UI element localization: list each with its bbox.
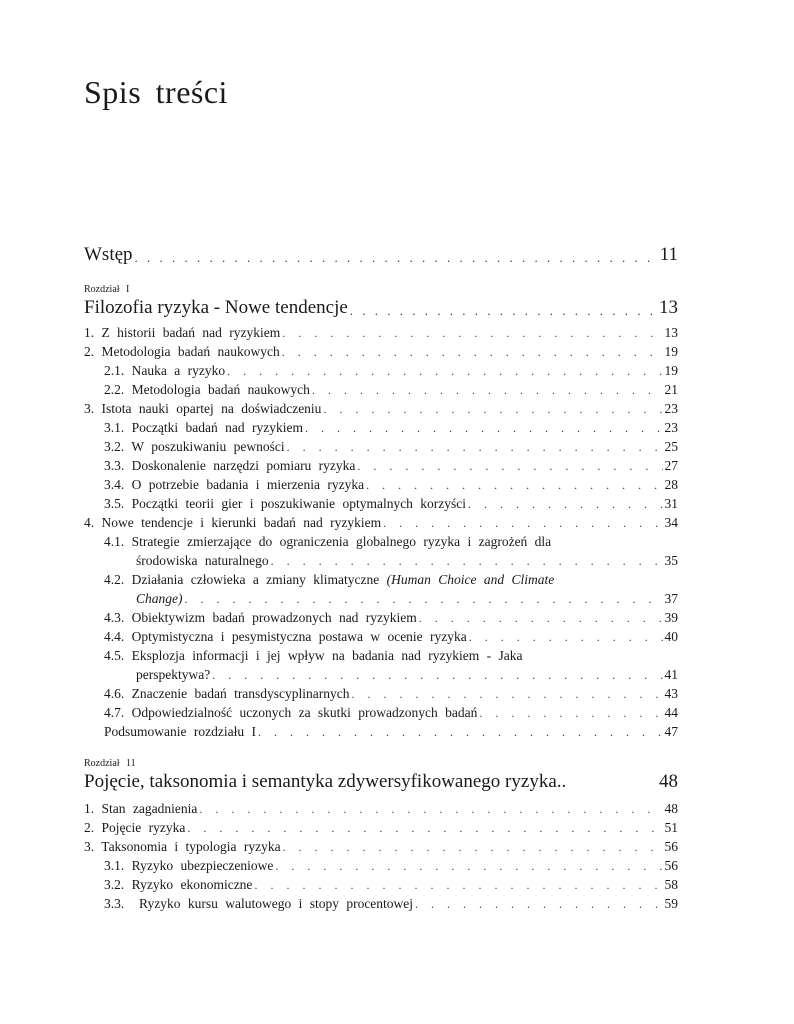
- entry-page: 41: [664, 667, 678, 682]
- toc-entry[interactable]: [104, 363, 678, 379]
- chapter-title-entry[interactable]: [84, 297, 678, 319]
- entry-page: 35: [664, 553, 678, 568]
- toc-entry[interactable]: [84, 325, 678, 341]
- toc-entry[interactable]: [84, 820, 678, 836]
- entry-label: Nowe tendencje i kierunki badań nad ryzykiem: [101, 515, 382, 530]
- dot-leader: [366, 478, 662, 493]
- toc-entry[interactable]: [104, 686, 678, 702]
- entry-label: Optymistyczna i pesymistyczna postawa w ocenie ryzyka: [131, 629, 467, 644]
- entry-number: 3.2.: [104, 877, 125, 892]
- entry-number: 3.: [84, 401, 95, 416]
- toc-entry[interactable]: [104, 382, 678, 398]
- entry-label: Z historii badań nad ryzykiem: [101, 325, 281, 340]
- entry-page: 34: [664, 515, 678, 530]
- entry-label: Metodologia badań naukowych: [101, 344, 280, 359]
- entry-label: Stan zagadnienia: [101, 801, 198, 816]
- entry-label: Początki teorii gier i poszukiwanie optymalnych korzyści: [131, 496, 467, 511]
- entry-page: 37: [664, 591, 678, 606]
- entry-page: 48: [659, 771, 678, 792]
- page-title: Spis treści: [84, 74, 228, 110]
- entry-page: 59: [664, 896, 678, 911]
- entry-number: 3.3.: [104, 896, 125, 911]
- entry-label: Znaczenie badań transdyscyplinarnych: [131, 686, 350, 701]
- entry-page: 43: [664, 686, 678, 701]
- toc-entry[interactable]: [104, 458, 678, 474]
- entry-page: 40: [664, 629, 678, 644]
- entry-number: 2.2.: [104, 382, 125, 397]
- toc-entry[interactable]: [104, 858, 678, 874]
- dot-leader: [479, 706, 662, 721]
- entry-page: 25: [664, 439, 678, 454]
- dot-leader: [305, 421, 663, 436]
- dot-leader: [199, 802, 662, 817]
- dot-leader: [352, 687, 663, 702]
- chapter-label: Rozdział I: [84, 284, 130, 295]
- toc-entry[interactable]: [84, 839, 678, 855]
- entry-number: 4.6.: [104, 686, 125, 701]
- entry-label: Wstęp: [84, 244, 133, 265]
- toc-entry[interactable]: [84, 801, 678, 817]
- toc-entry[interactable]: [104, 439, 678, 455]
- entry-label: Istota nauki opartej na doświadczeniu: [101, 401, 322, 416]
- chapter-label: Rozdział 11: [84, 758, 136, 769]
- entry-number: 4.2.: [104, 572, 125, 587]
- entry-page: 21: [664, 382, 678, 397]
- entry-number: 4.7.: [104, 705, 125, 720]
- toc-entry-first-line[interactable]: [104, 572, 554, 588]
- entry-label: Ryzyko ubezpieczeniowe: [131, 858, 274, 873]
- dot-leader: [283, 840, 663, 855]
- dot-leader: [469, 630, 663, 645]
- toc-entry[interactable]: [104, 477, 678, 493]
- entry-label: środowiska naturalnego: [136, 553, 269, 568]
- entry-label: Początki badań nad ryzykiem: [131, 420, 303, 435]
- entry-label: O potrzebie badania i mierzenia ryzyka: [131, 477, 365, 492]
- dot-leader: [282, 326, 662, 341]
- entry-number: 3.4.: [104, 477, 125, 492]
- entry-page: 23: [664, 420, 678, 435]
- entry-page: 51: [664, 820, 678, 835]
- dot-leader: [357, 459, 662, 474]
- entry-page: 31: [664, 496, 678, 511]
- entry-number: 4.4.: [104, 629, 125, 644]
- entry-number: 2.: [84, 344, 95, 359]
- dot-leader: [275, 859, 662, 874]
- entry-page: 58: [664, 877, 678, 892]
- toc-entry[interactable]: [84, 344, 678, 360]
- entry-number: 1.: [84, 325, 95, 340]
- entry-page: 39: [664, 610, 678, 625]
- dot-leader: [282, 345, 663, 360]
- entry-page: 19: [664, 344, 678, 359]
- entry-label: Obiektywizm badań prowadzonych nad ryzykiem: [131, 610, 417, 625]
- dot-leader: [468, 497, 662, 512]
- toc-entry[interactable]: [104, 896, 678, 912]
- dot-leader: [254, 878, 662, 893]
- toc-entry[interactable]: [104, 420, 678, 436]
- entry-page: 47: [664, 724, 678, 739]
- entry-label: Podsumowanie rozdziału I: [104, 724, 256, 739]
- entry-page: 56: [664, 858, 678, 873]
- entry-label-italic: Change): [136, 591, 183, 606]
- toc-entry[interactable]: [136, 667, 678, 683]
- entry-label: W poszukiwaniu pewności: [131, 439, 285, 454]
- dot-leader: [287, 440, 663, 455]
- entry-number: 2.: [84, 820, 95, 835]
- entry-number: 1.: [84, 801, 95, 816]
- toc-entry-first-line[interactable]: [104, 648, 523, 664]
- dot-leader: [227, 364, 662, 379]
- chapter-title: Pojęcie, taksonomia i semantyka zdywersyfikowanego ryzyka..: [84, 771, 567, 792]
- dot-leader: [135, 250, 658, 266]
- entry-label: Strategie zmierzające do ograniczenia globalnego ryzyka i zagrożeń dla: [131, 534, 552, 549]
- toc-entry[interactable]: [104, 877, 678, 893]
- entry-page: 11: [659, 244, 678, 265]
- entry-page: 19: [664, 363, 678, 378]
- entry-label: Ryzyko kursu walutowego i stopy procentowej: [139, 896, 414, 911]
- toc-entry[interactable]: [84, 515, 678, 531]
- entry-page: 23: [664, 401, 678, 416]
- dot-leader: [350, 303, 657, 319]
- dot-leader: [383, 516, 662, 531]
- entry-label: Odpowiedzialność uczonych za skutki prowadzonych badań: [131, 705, 478, 720]
- toc-entry[interactable]: [136, 553, 678, 569]
- entry-number: 3.1.: [104, 420, 125, 435]
- entry-number: 4.3.: [104, 610, 125, 625]
- dot-leader: [271, 554, 663, 569]
- entry-label: Taksonomia i typologia ryzyka: [101, 839, 281, 854]
- dot-leader: [258, 725, 663, 740]
- entry-label: Nauka a ryzyko: [131, 363, 226, 378]
- toc-entry-summary[interactable]: [104, 724, 678, 740]
- entry-label: Działania człowieka a zmiany klimatyczne: [131, 572, 380, 587]
- dot-leader: [312, 383, 663, 398]
- chapter-title: Filozofia ryzyka - Nowe tendencje: [84, 297, 348, 318]
- toc-entry[interactable]: [84, 401, 678, 417]
- entry-page: 56: [664, 839, 678, 854]
- entry-label-italic: (Human Choice and Climate: [386, 572, 555, 587]
- entry-page: 13: [664, 325, 678, 340]
- entry-label: Ryzyko ekonomiczne: [131, 877, 253, 892]
- dot-leader: [212, 668, 662, 683]
- entry-number: 2.1.: [104, 363, 125, 378]
- entry-page: 13: [659, 297, 678, 318]
- entry-number: 3.3.: [104, 458, 125, 473]
- toc-entry-intro[interactable]: [84, 244, 678, 266]
- toc-entry[interactable]: [104, 610, 678, 626]
- chapter-title-entry[interactable]: [84, 771, 678, 793]
- toc-entry[interactable]: [104, 629, 678, 645]
- entry-label: Pojęcie ryzyka: [101, 820, 186, 835]
- entry-page: 44: [664, 705, 678, 720]
- entry-number: 3.2.: [104, 439, 125, 454]
- dot-leader: [323, 402, 662, 417]
- toc-entry[interactable]: [136, 591, 678, 607]
- entry-number: 3.1.: [104, 858, 125, 873]
- entry-label: perspektywa?: [136, 667, 211, 682]
- entry-page: 27: [664, 458, 678, 473]
- dot-leader: [185, 592, 663, 607]
- entry-number: 3.5.: [104, 496, 125, 511]
- entry-page: 48: [664, 801, 678, 816]
- entry-page: 28: [664, 477, 678, 492]
- entry-number: 3.: [84, 839, 95, 854]
- toc-entry[interactable]: [104, 496, 678, 512]
- entry-number: 4.1.: [104, 534, 125, 549]
- entry-number: 4.: [84, 515, 95, 530]
- entry-label: Doskonalenie narzędzi pomiaru ryzyka: [131, 458, 356, 473]
- toc-entry[interactable]: [104, 705, 678, 721]
- toc-entry-first-line[interactable]: [104, 534, 551, 550]
- entry-number: 4.5.: [104, 648, 125, 663]
- entry-label: Eksplozja informacji i jej wpływ na badania nad ryzykiem - Jaka: [131, 648, 523, 663]
- entry-label: Metodologia badań naukowych: [131, 382, 310, 397]
- dot-leader: [187, 821, 662, 836]
- dot-leader: [419, 611, 663, 626]
- dot-leader: [415, 897, 662, 912]
